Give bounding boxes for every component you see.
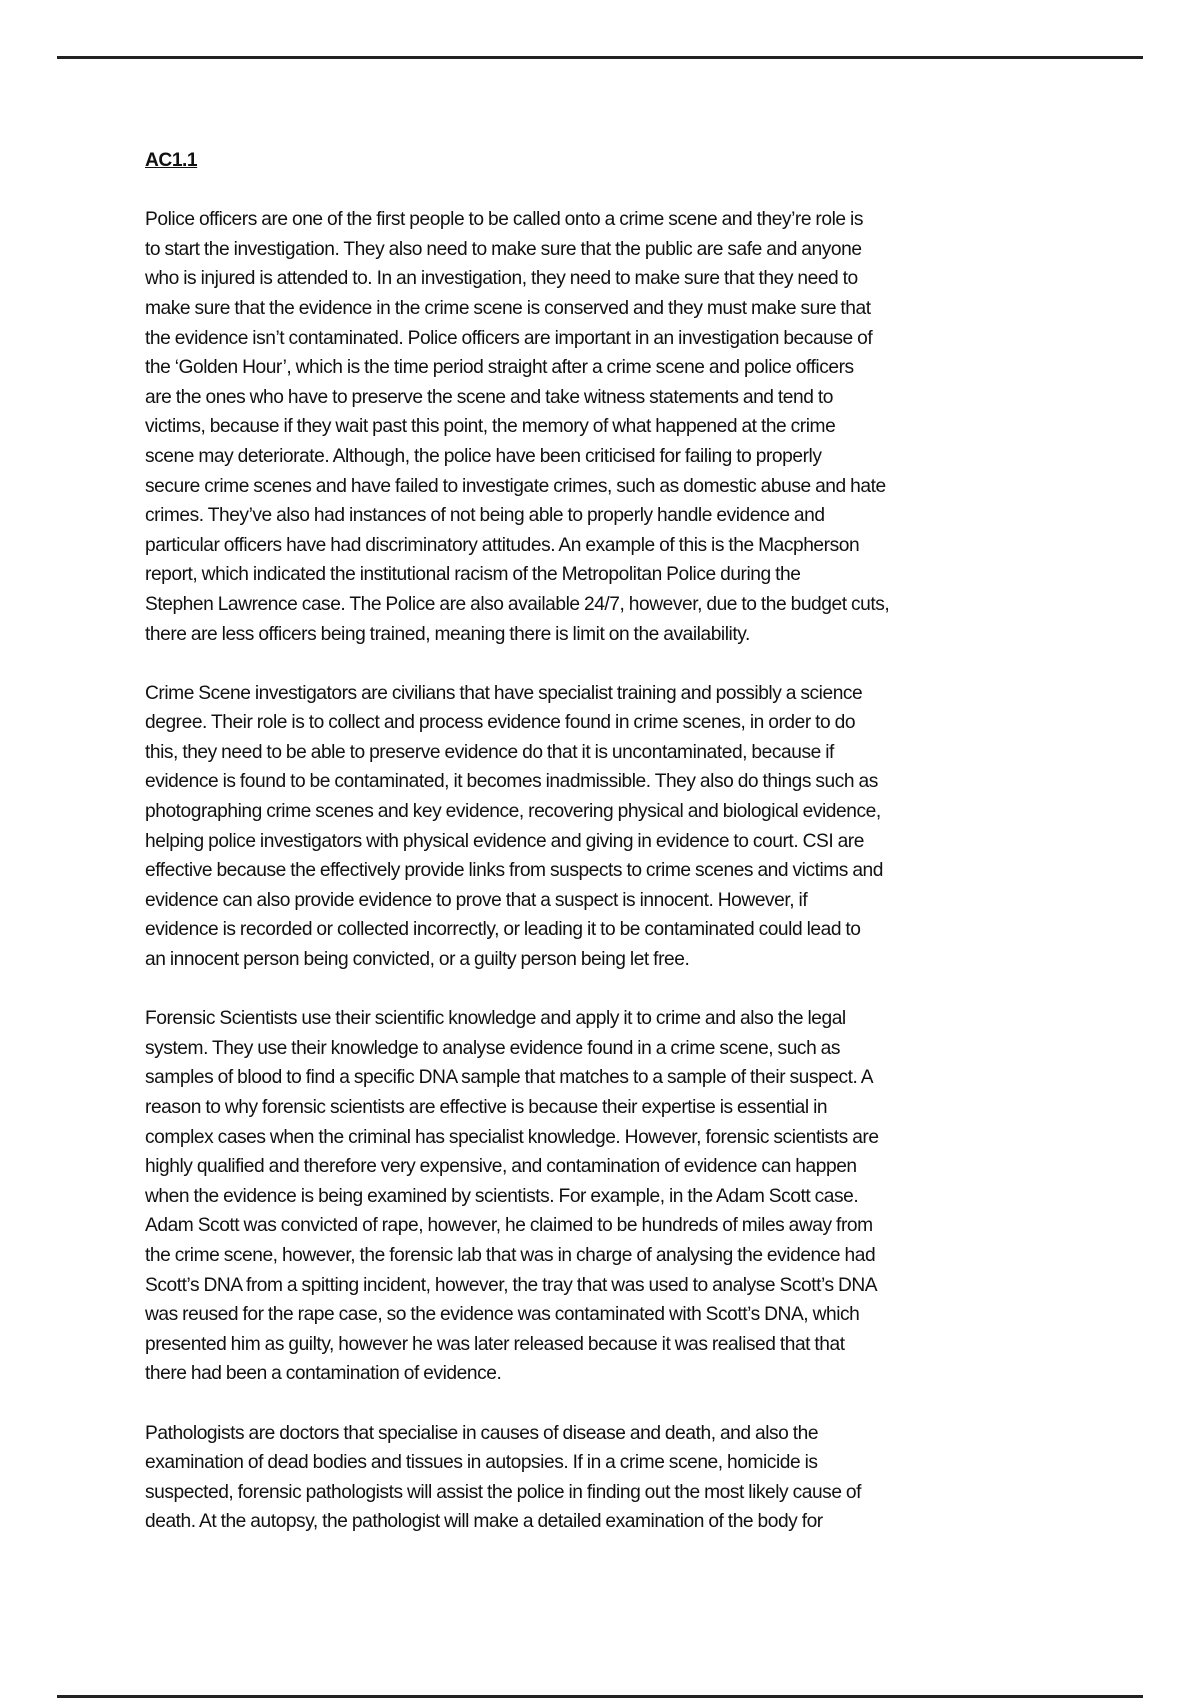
- text-line: was reused for the rape case, so the evidence was contaminated with Scott’s DNA, which: [145, 1304, 860, 1326]
- text-line: degree. Their role is to collect and process evidence found in crime scenes, in order to do: [145, 712, 856, 734]
- text-line: make sure that the evidence in the crime scene is conserved and they must make sure that: [145, 297, 871, 319]
- text-line: crimes. They’ve also had instances of not being able to properly handle evidence and: [145, 505, 825, 527]
- text-line: report, which indicated the institutional racism of the Metropolitan Police during the: [145, 564, 801, 586]
- text-line: examination of dead bodies and tissues in autopsies. If in a crime scene, homicide is: [145, 1452, 818, 1474]
- text-line: secure crime scenes and have failed to investigate crimes, such as domestic abuse and hate: [145, 475, 886, 497]
- paragraph: [145, 1004, 1085, 1389]
- text-line: scene may deteriorate. Although, the police have been criticised for failing to properly: [145, 445, 822, 467]
- text-line: system. They use their knowledge to analyse evidence found in a crime scene, such as: [145, 1037, 841, 1059]
- text-line: Police officers are one of the first people to be called onto a crime scene and they’re role is: [145, 209, 863, 231]
- paragraph: [145, 679, 1085, 975]
- text-line: death. At the autopsy, the pathologist will make a detailed examination of the body for: [145, 1511, 823, 1533]
- text-line: evidence can also provide evidence to prove that a suspect is innocent. However, if: [145, 889, 808, 911]
- text-line: the ‘Golden Hour’, which is the time period straight after a crime scene and police officers: [145, 357, 854, 379]
- text-line: the evidence isn’t contaminated. Police officers are important in an investigation because of: [145, 327, 873, 349]
- paragraph: [145, 1419, 1085, 1537]
- text-line: are the ones who have to preserve the scene and take witness statements and tend to: [145, 386, 833, 408]
- text-line: Crime Scene investigators are civilians that have specialist training and possibly a science: [145, 682, 863, 704]
- text-line: there had been a contamination of evidence.: [145, 1363, 502, 1385]
- text-line: effective because the effectively provide links from suspects to crime scenes and victims and: [145, 860, 884, 882]
- text-line: Pathologists are doctors that specialise in causes of disease and death, and also the: [145, 1422, 819, 1444]
- text-line: to start the investigation. They also need to make sure that the public are safe and anyone: [145, 238, 862, 260]
- text-line: an innocent person being convicted, or a guilty person being let free.: [145, 949, 690, 971]
- text-line: Scott’s DNA from a spitting incident, however, the tray that was used to analyse Scott’s DNA: [145, 1274, 878, 1296]
- text-line: this, they need to be able to preserve evidence do that it is uncontaminated, because if: [145, 741, 834, 763]
- text-line: Forensic Scientists use their scientific knowledge and apply it to crime and also the legal: [145, 1008, 846, 1030]
- document-body: [145, 146, 1085, 1567]
- section-heading: AC1.1: [145, 150, 198, 171]
- text-line: evidence is found to be contaminated, it becomes inadmissible. They also do things such as: [145, 771, 878, 793]
- text-line: who is injured is attended to. In an investigation, they need to make sure that they need to: [145, 268, 858, 290]
- text-line: complex cases when the criminal has specialist knowledge. However, forensic scientists are: [145, 1126, 879, 1148]
- paragraph: [145, 205, 1085, 649]
- text-line: reason to why forensic scientists are effective is because their expertise is essential in: [145, 1097, 828, 1118]
- text-line: photographing crime scenes and key evidence, recovering physical and biological evidence,: [145, 801, 881, 823]
- text-line: highly qualified and therefore very expensive, and contamination of evidence can happen: [145, 1156, 857, 1178]
- text-line: there are less officers being trained, meaning there is limit on the availability.: [145, 623, 750, 645]
- footer-rule: [57, 1695, 1143, 1698]
- header-rule: [57, 56, 1143, 59]
- text-line: helping police investigators with physical evidence and giving in evidence to court. CSI are: [145, 830, 864, 852]
- text-line: presented him as guilty, however he was later released because it was realised that that: [145, 1333, 845, 1355]
- text-line: particular officers have had discriminatory attitudes. An example of this is the Macpherson: [145, 534, 860, 556]
- text-line: the crime scene, however, the forensic lab that was in charge of analysing the evidence had: [145, 1244, 876, 1266]
- text-line: Stephen Lawrence case. The Police are also available 24/7, however, due to the budget cuts,: [145, 593, 890, 615]
- text-line: evidence is recorded or collected incorrectly, or leading it to be contaminated could lead to: [145, 919, 861, 941]
- text-line: suspected, forensic pathologists will assist the police in finding out the most likely cause of: [145, 1481, 862, 1503]
- text-line: victims, because if they wait past this point, the memory of what happened at the crime: [145, 416, 836, 438]
- text-line: samples of blood to find a specific DNA sample that matches to a sample of their suspect. A: [145, 1067, 874, 1089]
- text-line: Adam Scott was convicted of rape, however, he claimed to be hundreds of miles away from: [145, 1215, 873, 1237]
- text-line: when the evidence is being examined by scientists. For example, in the Adam Scott case.: [145, 1185, 859, 1207]
